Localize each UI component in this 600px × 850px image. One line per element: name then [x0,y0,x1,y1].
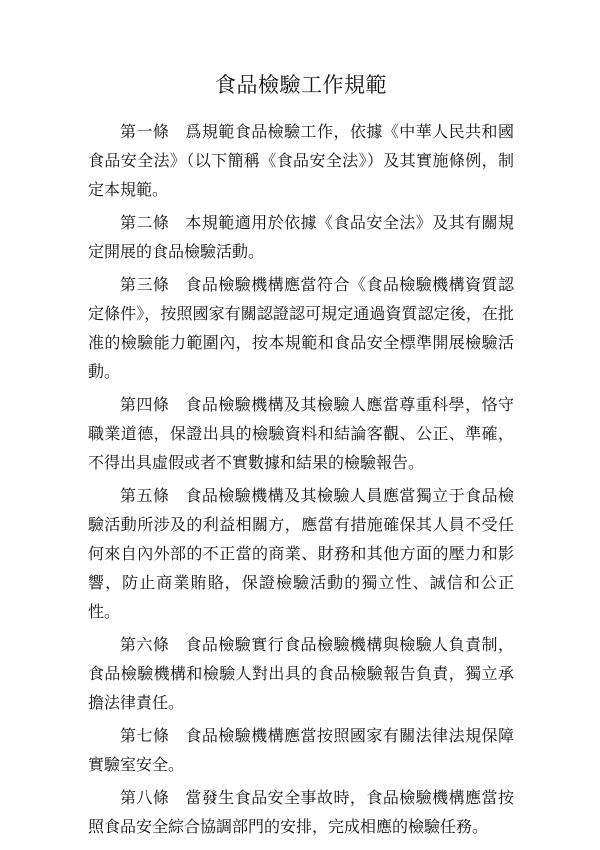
article-text: 當發生食品安全事故時，食品檢驗機構應當按照食品安全綜合協調部門的安排，完成相應的檢驗任務。 [88,788,514,836]
article-number: 第一條 [120,122,170,141]
document-title: 食品檢驗工作規範 [215,73,387,97]
article-5 [88,481,514,626]
article-text: 食品檢驗機構及其檢驗人應當尊重科學，恪守職業道德，保證出具的檢驗資料和結論客觀、公正、準確，不得出具虛假或者不實數據和結果的檢驗報告。 [88,395,514,472]
article-number: 第五條 [120,486,170,505]
article-6 [88,630,514,717]
article-number: 第七條 [120,726,170,745]
article-8 [88,783,514,841]
article-text: 爲規範食品檢驗工作，依據《中華人民共和國食品安全法》（以下簡稱《食品安全法》）及其實施條例，制定本規範。 [88,122,514,199]
article-text: 本規範適用於依據《食品安全法》及其有關規定開展的食品檢驗活動。 [88,213,514,261]
article-1 [88,117,514,204]
article-7 [88,721,514,779]
article-4 [88,390,514,477]
article-number: 第四條 [120,395,170,414]
article-number: 第二條 [120,213,170,232]
article-number: 第八條 [120,788,170,807]
article-text: 食品檢驗機構應當按照國家有關法律法規保障實驗室安全。 [88,726,514,774]
article-2 [88,208,514,266]
article-text: 食品檢驗實行食品檢驗機構與檢驗人負責制，食品檢驗機構和檢驗人對出具的食品檢驗報告負責，獨立承擔法律責任。 [88,635,514,712]
article-3 [88,270,514,386]
article-number: 第六條 [120,635,170,654]
article-text: 食品檢驗機構應當符合《食品檢驗機構資質認定條件》，按照國家有關認證認可規定通過資質認定後，在批准的檢驗能力範圍內，按本規範和食品安全標準開展檢驗活動。 [88,275,514,381]
article-text: 食品檢驗機構及其檢驗人員應當獨立于食品檢驗活動所涉及的利益相關方，應當有措施確保其人員不受任何來自內外部的不正當的商業、財務和其他方面的壓力和影響，防止商業賄賂，保證檢驗活動的獨立性、誠信和公正性。 [88,486,514,621]
article-number: 第三條 [120,275,170,294]
